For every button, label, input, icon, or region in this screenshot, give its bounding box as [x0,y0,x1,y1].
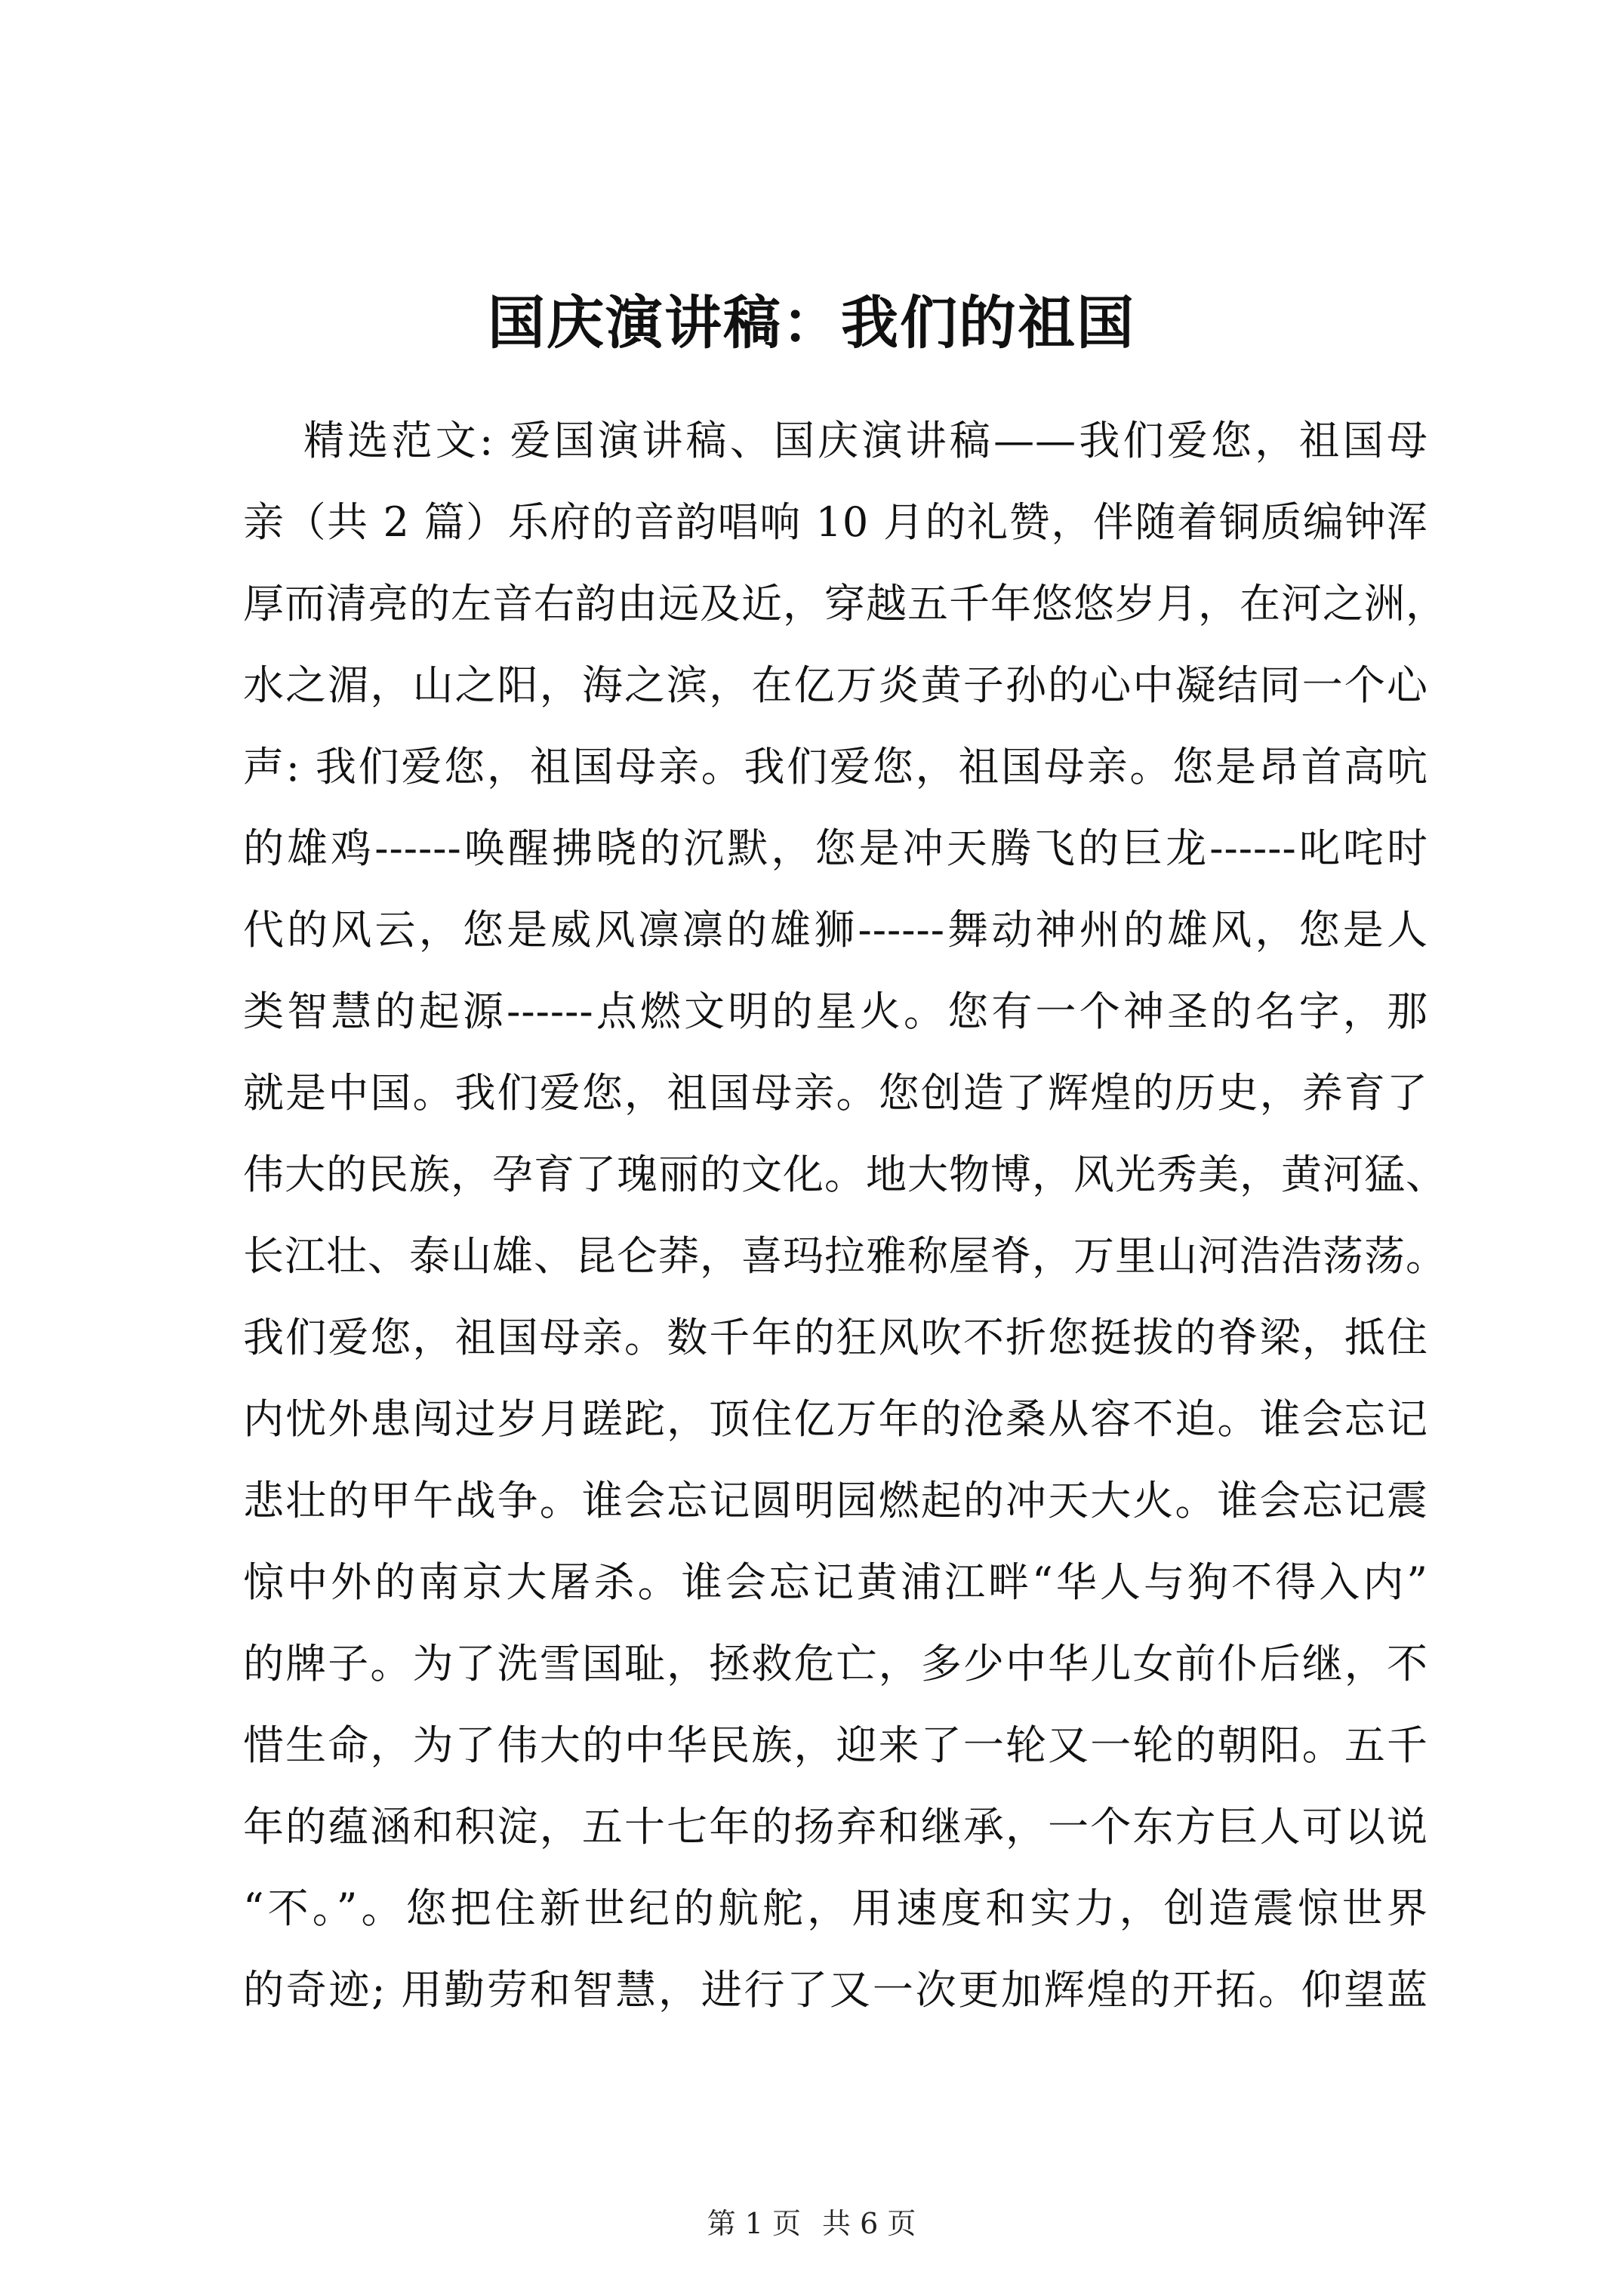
body-line: 代的风云，您是威风凛凛的雄狮------舞动神州的雄风，您是人 [243,906,1428,954]
body-line: 伟大的民族，孕育了瑰丽的文化。地大物博，风光秀美，黄河猛、 [243,1151,1447,1198]
body-line: 的奇迹; 用勤劳和智慧，进行了又一次更加辉煌的开拓。仰望蓝 [243,1966,1428,2014]
body-line: 长江壮、泰山雄、昆仑莽，喜玛拉雅称屋脊，万里山河浩浩荡荡。 [243,1232,1447,1280]
body-line: 年的蕴涵和积淀，五十七年的扬弃和继承，一个东方巨人可以说 [243,1803,1428,1851]
body-line: 的牌子。为了洗雪国耻，拯救危亡，多少中华儿女前仆后继，不 [243,1640,1428,1687]
document-title: 国庆演讲稿：我们的祖国 [488,289,1135,356]
body-line: 类智慧的起源------点燃文明的星火。您有一个神圣的名字，那 [243,988,1428,1035]
body-line: 惊中外的南京大屠杀。谁会忘记黄浦江畔“华人与狗不得入内” [243,1558,1428,1606]
body-line: 悲壮的甲午战争。谁会忘记圆明园燃起的冲天大火。谁会忘记震 [243,1477,1428,1524]
page-footer [0,2205,1623,2242]
body-line: 声: 我们爱您，祖国母亲。我们爱您，祖国母亲。您是昂首高吭 [243,743,1428,791]
page-total: 共 6 页 [822,2207,916,2240]
body-line: 厚而清亮的左音右韵由远及近，穿越五千年悠悠岁月，在河之洲， [243,580,1447,627]
body-line: 亲（共 2 篇）乐府的音韵唱响 10 月的礼赞，伴随着铜质编钟浑 [243,498,1428,546]
body-line: 内忧外患闯过岁月蹉跎，顶住亿万年的沧桑从容不迫。谁会忘记 [243,1395,1428,1443]
body-line: “不。”。您把住新世纪的航舵，用速度和实力，创造震惊世界 [243,1885,1428,1932]
body-line: 精选范文: 爱国演讲稿、国庆演讲稿——我们爱您，祖国母 [303,417,1428,464]
page-number: 第 1 页 [707,2207,801,2240]
body-line: 就是中国。我们爱您，祖国母亲。您创造了辉煌的历史，养育了 [243,1069,1428,1117]
body-line: 的雄鸡------唤醒拂晓的沉默，您是冲天腾飞的巨龙------叱咤时 [243,824,1428,872]
body-line: 水之湄，山之阳，海之滨，在亿万炎黄子孙的心中凝结同一个心 [243,661,1428,709]
body-line: 惜生命，为了伟大的中华民族，迎来了一轮又一轮的朝阳。五千 [243,1721,1428,1769]
body-line: 我们爱您，祖国母亲。数千年的狂风吹不折您挺拔的脊梁，抵住 [243,1314,1428,1361]
